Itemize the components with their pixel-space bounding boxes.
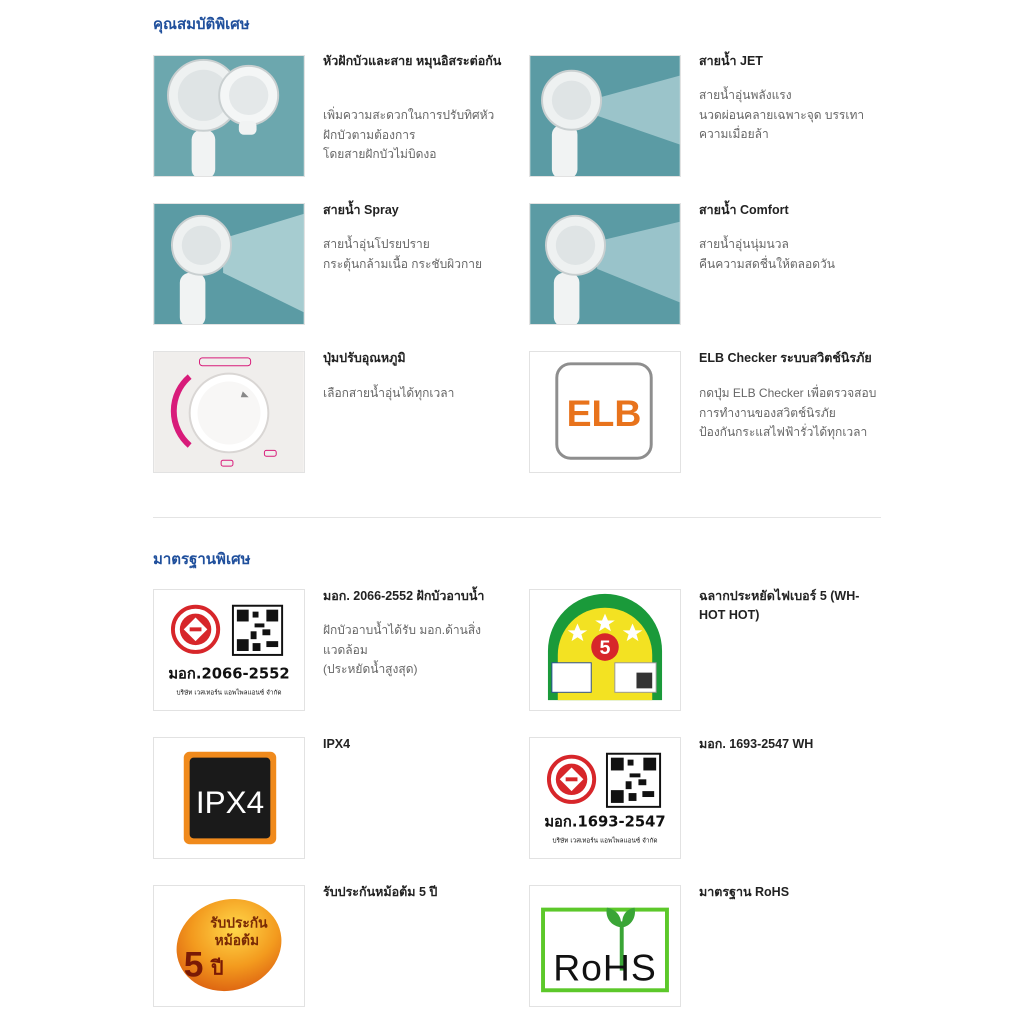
tis-2066-badge: [153, 589, 305, 711]
standard-title-energy: ฉลากประหยัดไฟเบอร์ 5 (WH-HOT HOT): [699, 589, 860, 622]
swivel-shower-head-image: [153, 55, 305, 177]
ipx4-text: IPX4: [195, 784, 265, 820]
ipx4-badge: [153, 737, 305, 859]
spray-mode-image: [153, 203, 305, 325]
feature-title-spray: สายน้ำ Spray: [323, 203, 399, 217]
tis-2066-text: มอก.2066-2552: [168, 665, 290, 683]
rohs-badge: [529, 885, 681, 1007]
feature-desc-elb: กดปุ่ม ELB Checker เพื่อตรวจสอบการทำงานของสวิตช์นิรภัย ป้องกันกระแสไฟฟ้ารั่วได้ทุกเวลา: [699, 386, 877, 439]
warranty-badge: [153, 885, 305, 1007]
standard-title-rohs: มาตรฐาน RoHS: [699, 885, 790, 899]
temperature-knob-image: [153, 351, 305, 473]
energy-label-image: [529, 589, 681, 711]
feature-desc-spray: สายน้ำอุ่นโปรยปราย กระตุ้นกล้ามเนื้อ กระชับผิวกาย: [323, 237, 482, 271]
feature-desc-comfort: สายน้ำอุ่นนุ่มนวล คืนความสดชื่นให้ตลอดวัน: [699, 237, 835, 271]
rohs-text: RoHS: [553, 946, 657, 989]
standard-title-ipx4: IPX4: [323, 737, 351, 751]
warranty-unit: ปี: [210, 956, 224, 980]
elb-logo-text: ELB: [566, 391, 642, 434]
elb-logo-image: [529, 351, 681, 473]
feature-desc-jet: สายน้ำอุ่นพลังแรง นวดผ่อนคลายเฉพาะจุด บรรเทาความเมื่อยล้า: [699, 88, 865, 141]
tis-1693-company: บริษัท เวสเทอร์น แอพไพลแอนซ์ จำกัด: [552, 836, 658, 845]
tis-1693-text: มอก.1693-2547: [544, 813, 666, 831]
comfort-mode-image: [529, 203, 681, 325]
features-section-title: คุณสมบัติพิเศษ: [153, 16, 250, 33]
standard-title-tis-2066: มอก. 2066-2552 ฝักบัวอาบน้ำ: [323, 589, 485, 603]
standards-section-title: มาตรฐานพิเศษ: [153, 551, 251, 568]
feature-desc-knob: เลือกสายน้ำอุ่นได้ทุกเวลา: [323, 386, 455, 400]
standard-title-warranty: รับประกันหม้อต้ม 5 ปี: [323, 885, 438, 899]
warranty-line2: หม้อต้ม: [214, 933, 260, 950]
standard-desc-tis-2066: ฝักบัวอาบน้ำได้รับ มอก.ด้านสิ่งแวดล้อม (ประหยัดน้ำสูงสุด): [323, 623, 482, 676]
warranty-line1: รับประกัน: [210, 915, 268, 932]
tis-2066-company: บริษัท เวสเทอร์น แอพไพลแอนซ์ จำกัด: [176, 688, 282, 697]
jet-spray-image: [529, 55, 681, 177]
feature-title-knob: ปุ่มปรับอุณหภูมิ: [323, 351, 406, 365]
feature-desc-swivel: เพิ่มความสะดวกในการปรับทิศหัวฝักบัวตามต้องการ โดยสายฝักบัวไม่บิดงอ: [323, 108, 495, 161]
tis-1693-badge: [529, 737, 681, 859]
energy-number-text: 5: [599, 636, 611, 659]
feature-title-elb: ELB Checker ระบบสวิตช์นิรภัย: [699, 351, 872, 365]
standard-title-tis-1693: มอก. 1693-2547 WH: [699, 737, 814, 751]
feature-title-jet: สายน้ำ JET: [699, 54, 763, 68]
section-divider: [153, 517, 881, 518]
feature-title-comfort: สายน้ำ Comfort: [699, 203, 789, 217]
warranty-number: 5: [183, 944, 204, 985]
feature-title-swivel: หัวฝักบัวและสาย หมุนอิสระต่อกัน: [323, 54, 502, 68]
